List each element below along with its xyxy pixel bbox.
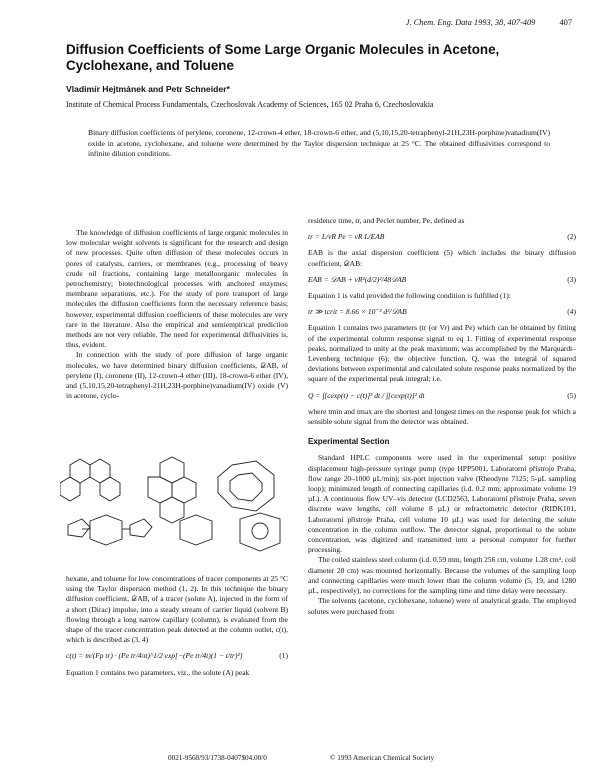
equation-2-expression: tr = L/vR Pe = vR L/EAB — [308, 232, 385, 242]
abstract: Binary diffusion coefficients of perylene, coronene, 12-crown-4 ether, 18-crown-6 ether, and (5,10,15,20-tetraphenyl-21H,23H-porphine)vanadium(IV) oxide in acetone, cyclohexane, and toluene were determined by the Taylor dispersion technique at 25 °C. The obtained diffusivities correspond to infinite dilution conditions. — [88, 128, 550, 159]
intro-paragraph-4: Equation 1 contains two parameters, viz., the solute (A) peak — [66, 667, 250, 677]
equation-5 — [308, 391, 576, 401]
affiliation: Institute of Chemical Process Fundamentals, Czechoslovak Academy of Sciences, 165 02 Praha 6, Czechoslovakia — [66, 100, 434, 109]
footer-code: 0021-9568/93/1738-0407$04.00/0 — [168, 754, 267, 762]
left-column-top — [66, 228, 288, 401]
right-paragraph-5: where tmin and tmax are the shortest and longest times on the response peak for which a sensible solute signal from the detector was obtained. — [308, 406, 576, 427]
equation-2-number: (2) — [567, 232, 576, 242]
crown-ether-structure — [218, 461, 274, 511]
right-paragraph-2: EAB is the axial dispersion coefficient (5) which includes the binary diffusion coefficient, 𝒟AB: — [308, 248, 576, 268]
equation-5-expression: Q = ∫[cexp(t) − c(t)]² dt / ∫[cexp(t)]² dt — [308, 390, 425, 400]
page-number: 407 — [559, 18, 572, 27]
journal-citation: J. Chem. Eng. Data 1993, 38, 407-409 — [405, 18, 536, 27]
equation-4-number: (4) — [567, 307, 576, 317]
experimental-paragraph-1: Standard HPLC components were used in the experimental setup: positive displacement high-pressure syringe pump (type HPP5001, Laboratorní přístroje Praha, flow range 20–1000 µL/min); six-port injection valve (Rheodyne 7125; 5-µL sampling loop); minimized length of connecting capillaries (i.d. 0.2 mm; approximate volume 19 µL). A continuous flow UV–vis detector (LCD2563, Laboratorní přístroje Praha, seven discrete wave lengths, cell volume 8 µL) or refractometric detector (RIDK101, Laboratorní přístroje Praha, cell volume 10 µL) was used for detecting the solute concentration in the column outflow. The detector signal, proportional to the solute concentration, was digitized and transmitted into a personal computer for further processing. — [308, 453, 576, 555]
section-heading-experimental: Experimental Section — [308, 437, 390, 447]
equation-3-number: (3) — [567, 274, 576, 284]
equation-4 — [308, 307, 576, 317]
equation-4-expression: tr ≫ tcrit = 8.66 × 10⁻³ d²/𝒟AB — [308, 307, 407, 317]
right-paragraph-3: Equation 1 is valid provided the following condition is fulfilled (1): — [308, 291, 511, 301]
right-column — [308, 216, 576, 617]
intro-paragraph-3: hexane, and toluene for low concentrations of tracer components at 25 °C using the Taylor dispersion method (1, 2). In this technique the binary diffusion coefficient, 𝒟AB, of a tracer (solute A), injected in the form of a short (Dirac) impulse, into a steady stream of carrier liquid (solvent B) flowing through a long narrow capillary (column), is evaluated from the shape of the tracer concentration peak detected at the column outlet, c(t), which is described as (3, 4) — [66, 574, 288, 645]
experimental-paragraph-3: The solvents (acetone, cyclohexane, toluene) were of analytical grade. The employed solutes were purchased from — [308, 596, 576, 616]
equation-3 — [308, 275, 576, 285]
right-paragraph-1: residence time, tr, and Peclet number, Pe, defined as — [308, 216, 465, 225]
perylene-structure — [60, 459, 120, 501]
running-header — [0, 18, 572, 27]
chemical-structures — [60, 455, 292, 567]
coronene-structure — [148, 457, 196, 523]
equation-3-expression: EAB = 𝒟AB + vR²(d/2)²/48𝒟AB — [308, 274, 407, 284]
structure-drawings — [60, 455, 292, 567]
intro-paragraph-1: The knowledge of diffusion coefficients of large organic molecules in low molecular weight solvents is significant for the research and design of new processes. Quite often diffusion of these molecules occurs in pores of catalysts, carriers, or membranes (e.g., processing of heavy crude oil fractions, containing large metalloorganic molecules in petrochemistry; biotechnological processes with anchored enzymes; membrane separations, etc.). For the study of pore transport of large molecules the diffusion coefficients form the necessary reference basis; however, experimental diffusion coefficients of these molecules are very rare in the literature. Also the empirical and semiempirical prediction methods are not very reliable. The need for experimental diffusivities is, thus, evident. — [66, 228, 288, 350]
left-column-bottom — [66, 574, 288, 678]
equation-5-number: (5) — [567, 390, 576, 400]
article-title: Diffusion Coefficients of Some Large Organic Molecules in Acetone, Cyclohexane, and Toluene — [66, 42, 500, 73]
equation-2 — [308, 232, 576, 242]
experimental-paragraph-2: The coiled stainless steel column (i.d. 0.59 mm, length 256 cm, volume 1.28 cm³, coil diameter 28 cm) was mounted horizontally. Because the volumes of the sampling loop and connecting capillaries were much lower than the column volume (5, 19, and 1280 µL, respectively), no corrections for the sampling time and time delay were necessary. — [308, 555, 576, 596]
right-paragraph-4: Equation 1 contains two parameters (tr (or Vr) and Pe) which can be obtained by fitting of the experimental column response signal to eq 1. Fitting of experimental response peaks, normalized to unity at the peak maximum, was accomplished by the Marquardt–Levenberg technique (6); the objective function, Q, was the integral of squared deviations between experimental and calculated solute response peaks normalized by the square of the experimental peak integral; i.e. — [308, 323, 576, 384]
intro-paragraph-2: In connection with the study of pore diffusion of large organic molecules, we have determined binary diffusion coefficients, 𝒟AB, of perylene (I), coronene (II), 12-crown-4 ether (III), 18-crown-6 ether (IV), and (5,10,15,20-tetraphenyl-21H,23H-porphine)vanadium(IV) oxide (V) in acetone, cyclo- — [66, 350, 288, 401]
footer-copyright: © 1993 American Chemical Society — [330, 754, 435, 762]
author-list: Vladimír Hejtmánek and Petr Schneider* — [66, 84, 230, 94]
equation-1 — [66, 651, 288, 661]
porphyrin-structure — [68, 513, 280, 551]
equation-1-expression: c(t) = m/(Fp tr) · (Pe tr/4πt)^1/2 exp[−(Pe tr/4t)(1 − t/tr)²] — [66, 651, 243, 661]
equation-1-number: (1) — [279, 651, 288, 661]
